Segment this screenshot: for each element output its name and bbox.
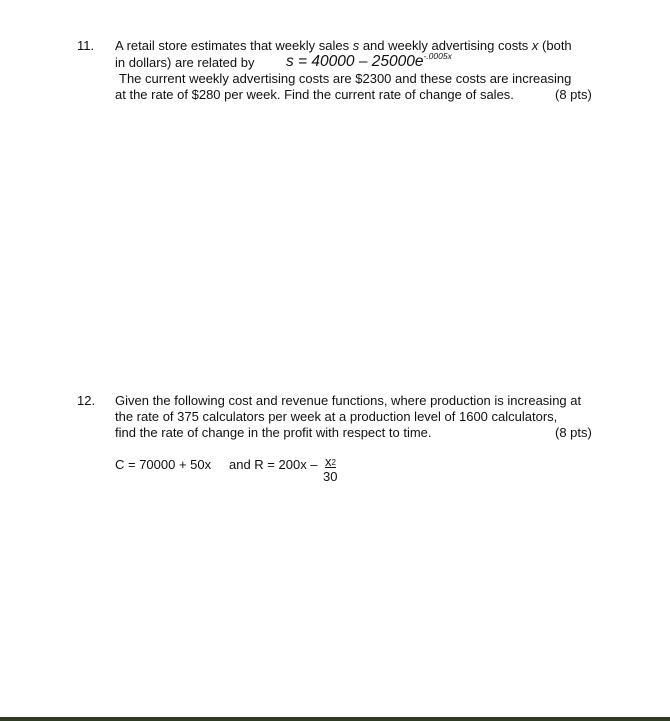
text-segment: A retail store estimates that weekly sales [115,38,353,53]
text-segment: and weekly advertising costs [359,38,532,53]
problem-text-line: in dollars) are related by [115,55,255,70]
fraction-denominator: 30 [323,469,338,484]
numerator-exponent: 2 [331,458,336,467]
variable-s: s [352,38,360,53]
points-label: (8 pts) [555,425,592,440]
problem-text-line: The current weekly advertising costs are $2300 and these costs are increasing [119,71,572,86]
problem-text-line: at the rate of $280 per week. Find the current rate of change of sales. [115,87,514,102]
problem-text-line [115,38,572,54]
problem-number: 12. [77,393,96,408]
equation-text: s = 40000 – 25000e [286,53,424,70]
equation-exponent: -.0005x [423,51,452,61]
points-label: (8 pts) [555,87,592,102]
cost-equation: C = 70000 + 50x [115,457,212,472]
problem-text-line: Given the following cost and revenue functions, where production is increasing at [115,393,582,408]
numerator-base: x [325,454,332,469]
text-segment: (both [538,38,572,53]
sales-equation [286,53,452,72]
problem-text-line: the rate of 375 calculators per week at a production level of 1600 calculators, [115,409,558,424]
problem-number: 11. [77,38,95,53]
variable-x: x [531,38,539,53]
revenue-equation: and R = 200x – [229,457,318,472]
problem-text-line: find the rate of change in the profit with respect to time. [115,425,432,440]
bottom-border-rule [0,717,670,721]
